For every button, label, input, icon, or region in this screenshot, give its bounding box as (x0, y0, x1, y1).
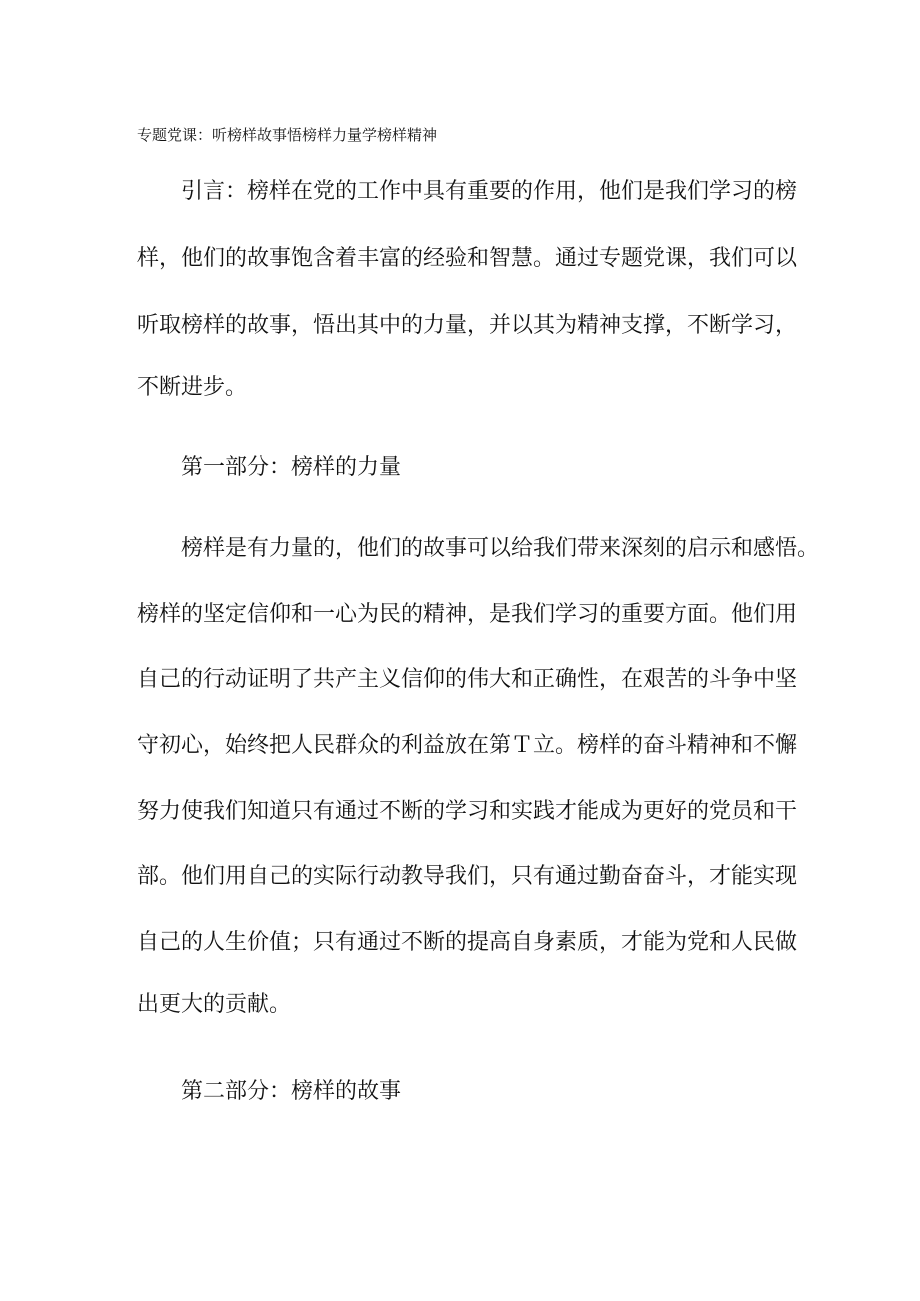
section-heading: 第一部分：榜样的力量 (181, 455, 402, 480)
section1-line: 出更大的贡献。 (137, 992, 292, 1017)
section-heading: 第二部分：榜样的故事 (181, 1079, 402, 1104)
intro-line: 引言：榜样在党的工作中具有重要的作用，他们是我们学习的榜 (181, 179, 798, 204)
section1-line: 守初心，始终把人民群众的利益放在第Ｔ立。榜样的奋斗精神和不懈 (137, 733, 798, 758)
intro-line: 听取榜样的故事，悟出其中的力量，并以其为精神支撑，不断学习， (137, 313, 798, 338)
section1-line: 自己的人生价值；只有通过不断的提高自身素质，才能为党和人民做 (137, 930, 798, 955)
section1-line: 努力使我们知道只有通过不断的学习和实践才能成为更好的党员和干 (137, 799, 798, 824)
intro-line: 不断进步。 (137, 375, 248, 400)
section1-line: 榜样的坚定信仰和一心为民的精神，是我们学习的重要方面。他们用 (137, 602, 798, 627)
intro-line: 样，他们的故事饱含着丰富的经验和智慧。通过专题党课，我们可以 (137, 246, 798, 271)
document-title: 专题党课：听榜样故事悟榜样力量学榜样精神 (137, 126, 438, 144)
section1-line: 自己的行动证明了共产主义信仰的伟大和正确性，在艰苦的斗争中坚 (137, 667, 798, 692)
section1-line: 榜样是有力量的，他们的故事可以给我们带来深刻的启示和感悟。 (181, 536, 820, 561)
section1-line: 部。他们用自己的实际行动教导我们，只有通过勤奋奋斗，才能实现 (137, 864, 798, 889)
